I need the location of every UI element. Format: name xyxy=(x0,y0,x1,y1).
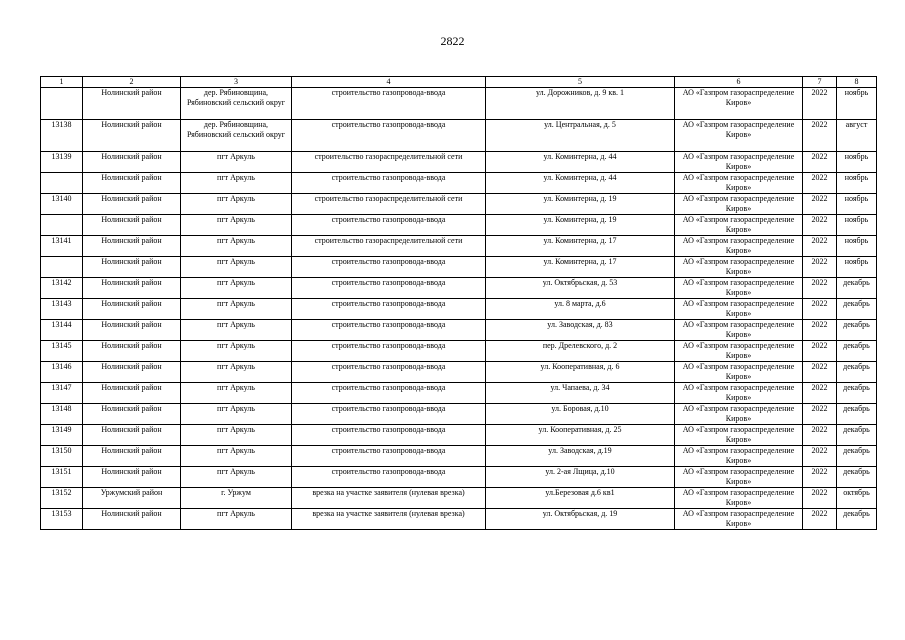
cell-month: декабрь xyxy=(837,362,877,383)
cell-year: 2022 xyxy=(803,120,837,152)
cell-organization: АО «Газпром газораспределение Киров» xyxy=(675,278,803,299)
cell-year: 2022 xyxy=(803,488,837,509)
cell-year: 2022 xyxy=(803,362,837,383)
cell-district: Уржумский район xyxy=(83,488,181,509)
cell-work-type: строительство газораспределительной сети xyxy=(292,236,486,257)
table-row xyxy=(41,467,877,488)
table-row xyxy=(41,299,877,320)
cell-address: ул. Заводская, д. 83 xyxy=(486,320,675,341)
table-row xyxy=(41,215,877,236)
table-row xyxy=(41,488,877,509)
cell-district: Нолинский район xyxy=(83,236,181,257)
cell-organization: АО «Газпром газораспределение Киров» xyxy=(675,320,803,341)
table-row xyxy=(41,173,877,194)
cell-month: октябрь xyxy=(837,488,877,509)
cell-work-type: строительство газопровода-ввода xyxy=(292,446,486,467)
table-row xyxy=(41,278,877,299)
cell-row-number: 13146 xyxy=(41,362,83,383)
cell-row-number: 13151 xyxy=(41,467,83,488)
column-header-2: 2 xyxy=(83,77,181,88)
cell-row-number xyxy=(41,88,83,120)
cell-district: Нолинский район xyxy=(83,446,181,467)
cell-year: 2022 xyxy=(803,404,837,425)
cell-organization: АО «Газпром газораспределение Киров» xyxy=(675,341,803,362)
cell-row-number: 13150 xyxy=(41,446,83,467)
cell-month: декабрь xyxy=(837,341,877,362)
table-row xyxy=(41,257,877,278)
cell-settlement: пгт Аркуль xyxy=(181,215,292,236)
table-row xyxy=(41,152,877,173)
cell-district: Нолинский район xyxy=(83,341,181,362)
cell-settlement: дер. Рябиновщина, Рябиновский сельский округ xyxy=(181,120,292,152)
cell-year: 2022 xyxy=(803,446,837,467)
cell-month: ноябрь xyxy=(837,194,877,215)
cell-row-number xyxy=(41,257,83,278)
cell-settlement: пгт Аркуль xyxy=(181,320,292,341)
cell-address: ул. Боровая, д.10 xyxy=(486,404,675,425)
cell-work-type: строительство газопровода-ввода xyxy=(292,215,486,236)
cell-settlement: пгт Аркуль xyxy=(181,278,292,299)
cell-district: Нолинский район xyxy=(83,173,181,194)
cell-organization: АО «Газпром газораспределение Киров» xyxy=(675,215,803,236)
cell-row-number xyxy=(41,215,83,236)
cell-district: Нолинский район xyxy=(83,383,181,404)
cell-month: декабрь xyxy=(837,299,877,320)
cell-work-type: строительство газопровода-ввода xyxy=(292,341,486,362)
cell-address: ул. Коминтерна, д. 19 xyxy=(486,215,675,236)
cell-month: ноябрь xyxy=(837,215,877,236)
cell-year: 2022 xyxy=(803,320,837,341)
cell-settlement: пгт Аркуль xyxy=(181,152,292,173)
cell-work-type: строительство газопровода-ввода xyxy=(292,120,486,152)
cell-year: 2022 xyxy=(803,194,837,215)
cell-settlement: пгт Аркуль xyxy=(181,173,292,194)
cell-month: декабрь xyxy=(837,383,877,404)
cell-work-type: строительство газопровода-ввода xyxy=(292,88,486,120)
cell-district: Нолинский район xyxy=(83,362,181,383)
cell-district: Нолинский район xyxy=(83,320,181,341)
cell-organization: АО «Газпром газораспределение Киров» xyxy=(675,173,803,194)
cell-settlement: пгт Аркуль xyxy=(181,362,292,383)
cell-year: 2022 xyxy=(803,299,837,320)
cell-organization: АО «Газпром газораспределение Киров» xyxy=(675,236,803,257)
cell-organization: АО «Газпром газораспределение Киров» xyxy=(675,152,803,173)
cell-month: декабрь xyxy=(837,446,877,467)
cell-work-type: строительство газопровода-ввода xyxy=(292,299,486,320)
cell-month: декабрь xyxy=(837,320,877,341)
table-row xyxy=(41,362,877,383)
cell-district: Нолинский район xyxy=(83,88,181,120)
cell-address: ул. Центральная, д. 5 xyxy=(486,120,675,152)
cell-row-number: 13145 xyxy=(41,341,83,362)
cell-work-type: строительство газопровода-ввода xyxy=(292,173,486,194)
cell-settlement: пгт Аркуль xyxy=(181,404,292,425)
cell-settlement: пгт Аркуль xyxy=(181,446,292,467)
cell-month: ноябрь xyxy=(837,236,877,257)
cell-settlement: пгт Аркуль xyxy=(181,194,292,215)
column-header-4: 4 xyxy=(292,77,486,88)
cell-month: декабрь xyxy=(837,509,877,530)
column-header-1: 1 xyxy=(41,77,83,88)
cell-year: 2022 xyxy=(803,278,837,299)
cell-district: Нолинский район xyxy=(83,467,181,488)
column-header-3: 3 xyxy=(181,77,292,88)
cell-district: Нолинский район xyxy=(83,257,181,278)
cell-address: ул. Коминтерна, д. 17 xyxy=(486,257,675,278)
cell-year: 2022 xyxy=(803,257,837,278)
registry-table xyxy=(40,76,877,530)
cell-organization: АО «Газпром газораспределение Киров» xyxy=(675,509,803,530)
cell-month: ноябрь xyxy=(837,152,877,173)
cell-address: ул. Чапаева, д. 34 xyxy=(486,383,675,404)
cell-organization: АО «Газпром газораспределение Киров» xyxy=(675,120,803,152)
cell-work-type: врезка на участке заявителя (нулевая врезка) xyxy=(292,509,486,530)
table-row xyxy=(41,88,877,120)
cell-year: 2022 xyxy=(803,341,837,362)
table-row xyxy=(41,194,877,215)
cell-organization: АО «Газпром газораспределение Киров» xyxy=(675,404,803,425)
cell-work-type: строительство газопровода-ввода xyxy=(292,278,486,299)
table-row xyxy=(41,120,877,152)
cell-row-number: 13144 xyxy=(41,320,83,341)
cell-organization: АО «Газпром газораспределение Киров» xyxy=(675,194,803,215)
cell-row-number: 13152 xyxy=(41,488,83,509)
cell-year: 2022 xyxy=(803,236,837,257)
cell-work-type: строительство газопровода-ввода xyxy=(292,320,486,341)
cell-settlement: пгт Аркуль xyxy=(181,467,292,488)
cell-month: август xyxy=(837,120,877,152)
cell-district: Нолинский район xyxy=(83,425,181,446)
column-header-8: 8 xyxy=(837,77,877,88)
cell-work-type: строительство газопровода-ввода xyxy=(292,257,486,278)
cell-address: ул. Октябрьская, д. 53 xyxy=(486,278,675,299)
cell-row-number: 13148 xyxy=(41,404,83,425)
cell-organization: АО «Газпром газораспределение Киров» xyxy=(675,425,803,446)
cell-month: декабрь xyxy=(837,404,877,425)
cell-address: ул. Коминтерна, д. 44 xyxy=(486,173,675,194)
cell-year: 2022 xyxy=(803,383,837,404)
cell-row-number: 13143 xyxy=(41,299,83,320)
cell-year: 2022 xyxy=(803,88,837,120)
table-row xyxy=(41,446,877,467)
cell-row-number: 13142 xyxy=(41,278,83,299)
cell-address: ул. 2-ая Лщица, д.10 xyxy=(486,467,675,488)
cell-work-type: строительство газораспределительной сети xyxy=(292,152,486,173)
table-row xyxy=(41,320,877,341)
table-row xyxy=(41,236,877,257)
cell-district: Нолинский район xyxy=(83,194,181,215)
table-row xyxy=(41,425,877,446)
cell-row-number: 13149 xyxy=(41,425,83,446)
cell-district: Нолинский район xyxy=(83,509,181,530)
cell-organization: АО «Газпром газораспределение Киров» xyxy=(675,446,803,467)
cell-organization: АО «Газпром газораспределение Киров» xyxy=(675,362,803,383)
cell-address: ул.Березовая д.6 кв1 xyxy=(486,488,675,509)
column-header-7: 7 xyxy=(803,77,837,88)
cell-year: 2022 xyxy=(803,152,837,173)
header-row xyxy=(41,77,877,88)
cell-address: ул. 8 марта, д.6 xyxy=(486,299,675,320)
cell-address: ул. Кооперативная, д. 25 xyxy=(486,425,675,446)
cell-month: ноябрь xyxy=(837,257,877,278)
table-row xyxy=(41,509,877,530)
cell-work-type: строительство газопровода-ввода xyxy=(292,467,486,488)
cell-year: 2022 xyxy=(803,467,837,488)
cell-year: 2022 xyxy=(803,425,837,446)
cell-organization: АО «Газпром газораспределение Киров» xyxy=(675,383,803,404)
cell-row-number: 13139 xyxy=(41,152,83,173)
cell-work-type: врезка на участке заявителя (нулевая врезка) xyxy=(292,488,486,509)
cell-address: ул. Октябрьская, д. 19 xyxy=(486,509,675,530)
cell-address: ул. Коминтерна, д. 44 xyxy=(486,152,675,173)
cell-settlement: пгт Аркуль xyxy=(181,425,292,446)
column-header-6: 6 xyxy=(675,77,803,88)
cell-settlement: пгт Аркуль xyxy=(181,383,292,404)
cell-organization: АО «Газпром газораспределение Киров» xyxy=(675,467,803,488)
cell-organization: АО «Газпром газораспределение Киров» xyxy=(675,257,803,278)
cell-organization: АО «Газпром газораспределение Киров» xyxy=(675,299,803,320)
cell-work-type: строительство газопровода-ввода xyxy=(292,362,486,383)
cell-row-number xyxy=(41,173,83,194)
cell-district: Нолинский район xyxy=(83,152,181,173)
cell-row-number: 13140 xyxy=(41,194,83,215)
cell-row-number: 13153 xyxy=(41,509,83,530)
table-row xyxy=(41,383,877,404)
cell-address: ул. Коминтерна, д. 17 xyxy=(486,236,675,257)
cell-year: 2022 xyxy=(803,215,837,236)
cell-address: пер. Дрелевского, д. 2 xyxy=(486,341,675,362)
cell-address: ул. Кооперативная, д. 6 xyxy=(486,362,675,383)
cell-row-number: 13147 xyxy=(41,383,83,404)
cell-month: ноябрь xyxy=(837,88,877,120)
cell-settlement: пгт Аркуль xyxy=(181,341,292,362)
cell-address: ул. Заводская, д.19 xyxy=(486,446,675,467)
table-row xyxy=(41,404,877,425)
cell-month: ноябрь xyxy=(837,173,877,194)
cell-district: Нолинский район xyxy=(83,299,181,320)
cell-settlement: г. Уржум xyxy=(181,488,292,509)
cell-year: 2022 xyxy=(803,509,837,530)
table-row xyxy=(41,341,877,362)
cell-organization: АО «Газпром газораспределение Киров» xyxy=(675,88,803,120)
column-header-5: 5 xyxy=(486,77,675,88)
cell-settlement: пгт Аркуль xyxy=(181,236,292,257)
table-body xyxy=(41,88,877,530)
cell-work-type: строительство газопровода-ввода xyxy=(292,383,486,404)
cell-row-number: 13141 xyxy=(41,236,83,257)
cell-settlement: пгт Аркуль xyxy=(181,299,292,320)
cell-settlement: пгт Аркуль xyxy=(181,257,292,278)
cell-month: декабрь xyxy=(837,425,877,446)
cell-district: Нолинский район xyxy=(83,120,181,152)
cell-work-type: строительство газопровода-ввода xyxy=(292,425,486,446)
cell-address: ул. Коминтерна, д. 19 xyxy=(486,194,675,215)
cell-district: Нолинский район xyxy=(83,404,181,425)
cell-address: ул. Дорожников, д. 9 кв. 1 xyxy=(486,88,675,120)
cell-month: декабрь xyxy=(837,278,877,299)
page-number: 2822 xyxy=(440,34,465,48)
cell-settlement: пгт Аркуль xyxy=(181,509,292,530)
cell-row-number: 13138 xyxy=(41,120,83,152)
cell-organization: АО «Газпром газораспределение Киров» xyxy=(675,488,803,509)
cell-district: Нолинский район xyxy=(83,215,181,236)
cell-settlement: дер. Рябиновщина, Рябиновский сельский округ xyxy=(181,88,292,120)
cell-district: Нолинский район xyxy=(83,278,181,299)
cell-year: 2022 xyxy=(803,173,837,194)
cell-month: декабрь xyxy=(837,467,877,488)
cell-work-type: строительство газораспределительной сети xyxy=(292,194,486,215)
cell-work-type: строительство газопровода-ввода xyxy=(292,404,486,425)
